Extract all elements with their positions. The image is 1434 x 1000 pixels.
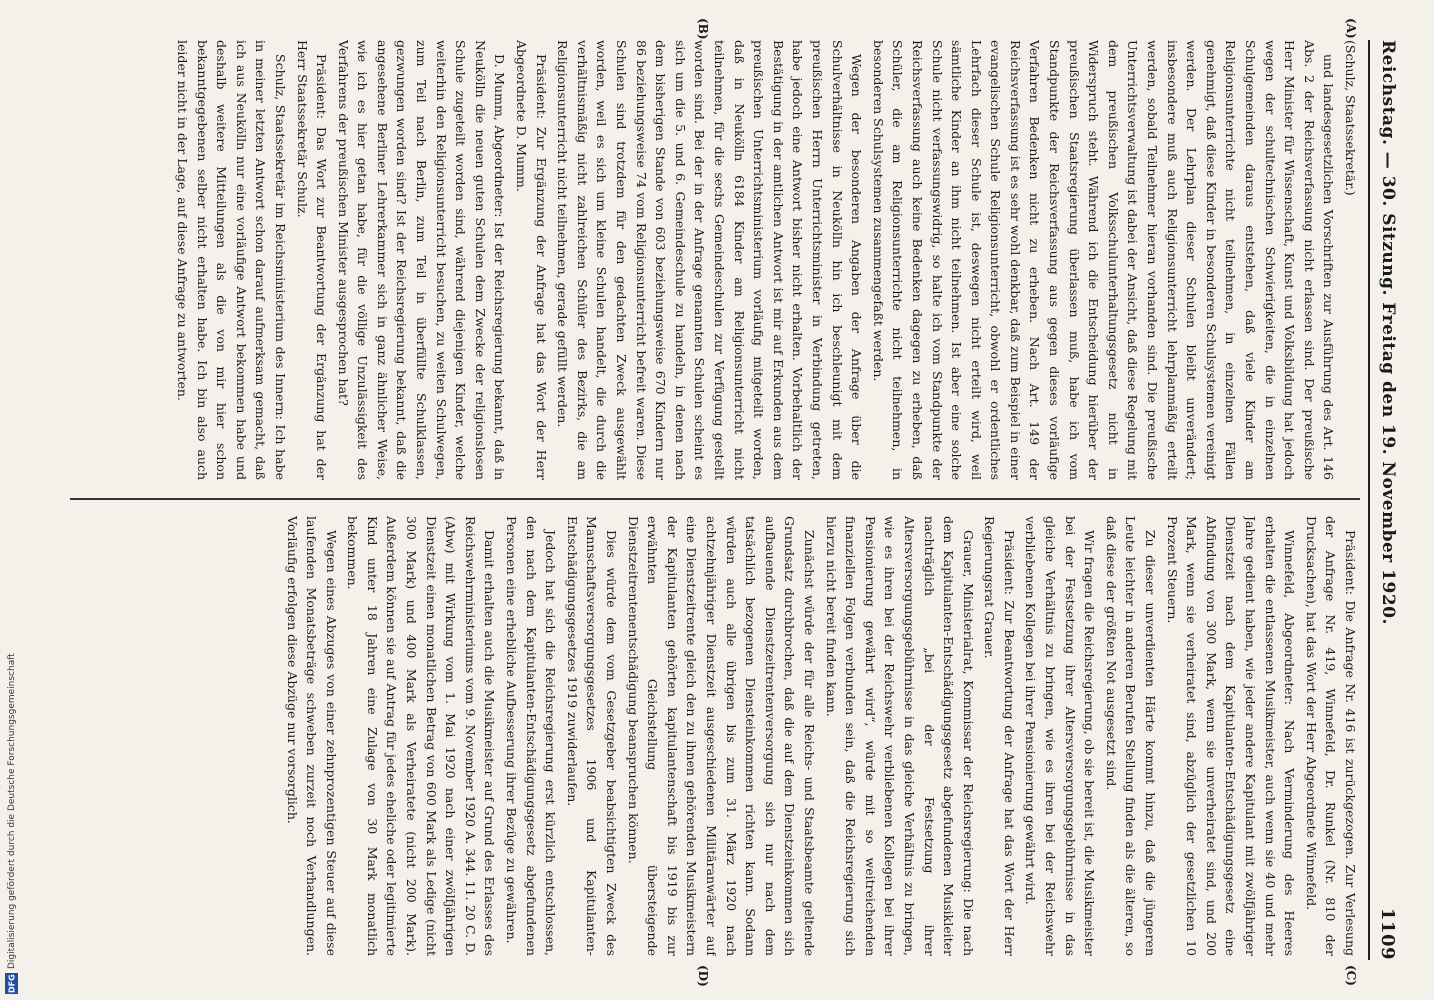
paragraph: Wegen eines Abzuges von einer zehnprozentigen Steuer auf diese laufenden Monatsbeträge schweben zurzeit noch Verhandlungen. Vorläufig erfolgen diese Abzüge nur vorsorglich. — [284, 516, 339, 956]
paragraph: Zu dieser unverdienten Härte kommt hinzu, daß die jüngeren Leute leichter in anderen Berufen Stellung finden als die älteren, so daß diese der größten Not ausgesetzt sind. — [1103, 516, 1159, 956]
session-heading: Reichstag. — 30. Sitzung. Freitag den 19. November 1920. — [1378, 40, 1398, 625]
paragraph: Präsident: Die Anfrage Nr. 416 ist zurückgezogen. Zur Verlesung der Anfrage Nr. 419, Winnefeld, Dr. Runkel (Nr. 810 der Drucksachen), hat das Wort der Herr Abgeordnete Winnefeld. — [1303, 516, 1358, 956]
margin-mark-d: (D) — [696, 965, 710, 987]
paragraph: Zunächst würde der für alle Reichs- und Staatsbeamte geltende Grundsatz durchbrochen, daß die auf dem Dienstzeinkommen sich aufbauende Dienstzeitrentenversorgung sich nur nach dem tatsächlich bezogenen Diensteinkommen richten kann. Sodann würden auch alle übrigen bis zum 31. März 1920 nach achtzehnjähriger Dienstzeit ausgeschiedenen Militäranwärter auf eine Dienstzeitrente gleich den zu ihnen gehörenden Musikmeistern der Kapitulanten gehörten kapitulantenschaft bis 1919 bis zur erwähnten Gleichstellung übersteigende Dienstzeitrentenentschädigung beanspruchen können. — [625, 516, 817, 956]
digitization-credit — [4, 594, 20, 994]
speaker-attribution: (Schulz, Staatssekretär.) — [1343, 40, 1358, 196]
paragraph: Wir fragen die Reichsregierung, ob sie bereit ist, die Musikmeister bei der Festsetzung ihrer Altersversorgungsgebührnisse in das gleiche Verhältnis zu bringen, wie es ihren bei der Reichswehr verbliebenen Kollegen bei ihrer Pensionierung gewährt wird. — [1023, 516, 1098, 956]
paragraph: Schulz, Staatssekretär im Reichsministerium des Innern: Ich habe in meiner letzten Antwort schon darauf aufmerksam gemacht, daß ich aus Neukölln nur eine vorläufige Antwort bekommen habe und deshalb weitere Mitteilungen als die von mir hier schon bekanntgegebenen selber nicht erhalten habe. Ich bin also auch leider nicht in der Lage, auf diese Anfrage zu antworten. — [174, 40, 288, 480]
paragraph: Präsident: Zur Beantwortung der Anfrage hat das Wort der Herr Regierungsrat Grauer. — [982, 516, 1017, 956]
right-column — [70, 516, 1360, 956]
header-rule — [1368, 40, 1370, 960]
paragraph: Jedoch hat sich die Reichsregierung erst kürzlich entschlossen, den nach dem Kapitulanten-Entschädigungsgesetz abgefundenen Personen eine erhebliche Aufbesserung ihrer Bezüge zu gewähren. — [504, 516, 559, 956]
paragraph: Winnefeld, Abgeordneter: Nach Verminderung des Heeres erhalten die entlassenen Musikmeister, auch wenn sie 40 und mehr Jahre gedient haben, wie jeder andere Kapitulant mit zwölfjähriger Dienstzeit nach dem Kapitulanten-Entschädigungsgesetz eine Abfindung von 300 Mark, wenn sie unverheiratet sind, und 200 Mark, wenn sie verheiratet sind, abzüglich der gesetzlichen 10 Prozent Steuern. — [1164, 516, 1298, 956]
dfg-logo: DFG — [7, 974, 17, 993]
paragraph: Dies würde dem vom Gesetzgeber beabsichtigten Zweck des Mannschaftsversorgungsgesetzes 1906 und Kapitulanten-Entschädigungsgesetzes 1919 zuwiderlaufen. — [564, 516, 620, 956]
paragraph: Grauer, Ministerialrat, Kommissar der Reichsregierung: Die nach dem Kapitulanten-Entschädigungsgesetz abgefundenen Musikleiter nachträglich „bei der Festsetzung ihrer Altersversorgungsgebührnisse in das gleiche Verhältnis zu bringen, wie es ihren bei der Reichswehr verbliebenen Kollegen bei ihrer Pensionierung gewährt wird“, würde mit so weitreichenden finanziellen Folgen verbunden sein, daß die Reichsregierung sich hierzu nicht bereit finden kann. — [823, 516, 976, 956]
newspaper-sheet — [40, 10, 1410, 990]
paragraph: und landesgesetzlichen Vorschriften zur Ausführung des Art. 146 Abs. 2 der Reichsverfassung nicht erlassen sind. Der preußische Herr Minister für Wissenschaft, Kunst und Volksbildung hat jedoch wegen der schultechnischen Schwierigkeiten, die in einzelnen Schulgemeinden daraus entstehen, daß viele Kinder am Religionsunterrichte nicht teilnehmen, in einzelnen Fällen genehmigt, daß diese Kinder in besonderen Schulsystemen vereinigt werden. Der Lehrplan dieser Schulen bleibt unverändert; insbesondere muß auch Religionsunterricht lehrplanmäßig erteilt werden, sobald Teilnehmer hieran vorhanden sind. Die preußische Unterrichtsverwaltung ist dabei der Ansicht, daß diese Regelung mit dem preußischen Volksschulunterhaltungsgesetz nicht in Widerspruch steht. Während ich die Entscheidung hierüber der preußischen Staatsregierung überlassen muß, habe ich vom Standpunkte der Reichsverfassung aus gegen dieses vorläufige Verfahren Bedenken nicht zu erheben. Nach Art. 149 der Reichsverfassung ist es sehr wohl denkbar, daß zum Beispiel in einer evangelischen Schule Religionsunterricht, obwohl er ordentliches Lehrfach dieser Schule ist, deswegen nicht erteilt wird, weil sämtliche Kinder an ihm nicht teilnehmen. Ist aber eine solche Schule nicht verfassungswidrig, so halte ich vom Standpunkte der Reichsverfassung auch keine Bedenken dagegen zu erheben, daß Schüler, die am Religionsunterrichte nicht teilnehmen, in besonderen Schulsystemen zusammengefaßt werden. — [870, 40, 1337, 480]
left-column — [70, 40, 1360, 480]
margin-mark-b: (B) — [696, 18, 710, 40]
paragraph: D. Mumm, Abgeordneter: Ist der Reichsregierung bekannt, daß in Neukölln die neuen guten Schulen dem Zwecke der religionslosen Schule zugeteilt worden sind, während diejenigen Kinder, welche weiterhin den Religionsunterricht besuchen, zu weiten Schulwegen, zum Teil nach Berlin, zum Teil in überfüllte Schulklassen, gezwungen worden sind? Ist der Reichsregierung bekannt, daß die angesehene Berliner Lehrerkammer sich in ganz ähnlicher Weise, wie ich es hier getan habe, für die völlige Unzulässigkeit des Verfahrens der preußischen Minister ausgesprochen hat? — [335, 40, 508, 480]
margin-mark-a: (A) — [1344, 18, 1358, 39]
page-number: 1109 — [1377, 907, 1399, 960]
paragraph: Damit erhalten auch die Musikmeister auf Grund des Erlasses des Reichswehrministeriums vom 9. November 1920 A. 344. 11. 20 C. D. (Abw) mit Wirkung vom 1. Mai 1920 nach einer zwölfjährigen Dienstzeit einen monatlichen Betrag von 600 Mark als Ledige (nicht 300 Mark) und 400 Mark als Verheiratete (nicht 200 Mark). Außerdem können sie auf Antrag für jedes eheliche oder legitimierte Kind unter 18 Jahren eine Zulage von 30 Mark monatlich bekommen. — [345, 516, 498, 956]
paragraph: Präsident: Das Wort zur Beantwortung der Ergänzung hat der Herr Staatssekretär Schulz. — [294, 40, 330, 480]
column-divider — [70, 498, 1360, 500]
credit-text: Digitalisierung gefördert durch die Deutsche Forschungsgemeinschaft — [7, 653, 17, 970]
paragraph: Wegen der besonderen Angaben der Anfrage über die Schulverhältnisse in Neukölln hin ich beschleunigt mit dem preußischen Herrn Unterrichtsminister in Verbindung getreten, habe jedoch eine Antwort bisher nicht erhalten. Vorbehaltlich der Bestätigung in der amtlichen Antwort ist mir auf Erkunden aus dem preußischen Unterrichtsministerium vorläufig mitgeteilt worden, daß in Neukölln 6184 Kinder am Religionsunterricht nicht teilnehmen, für die sechs Gemeindeschulen zur Verfügung gestellt worden sind. Bei der in der Anfrage genannten Schulen scheint es sich um die 5. und 6. Gemeindeschule zu handeln, in denen nach dem bisherigen Stande von 603 beziehungsweise 670 Kindern nur 86 beziehungsweise 74 vom Religionsunterricht befreit waren. Diese Schulen sind trotzdem für den gedachten Zweck ausgewählt worden, weil es sich um kleine Schulen handelt, die durch die verhältnismäßig nicht zahlreichen Schüler des Bezirks, die am Religionsunterricht nicht teilnehmen, gerade gefüllt werden. — [555, 40, 865, 480]
page-header — [1374, 40, 1402, 960]
paragraph: Präsident: Zur Ergänzung der Anfrage hat das Wort der Herr Abgeordnete D. Mumm. — [514, 40, 549, 480]
margin-mark-c: (C) — [1344, 965, 1358, 986]
